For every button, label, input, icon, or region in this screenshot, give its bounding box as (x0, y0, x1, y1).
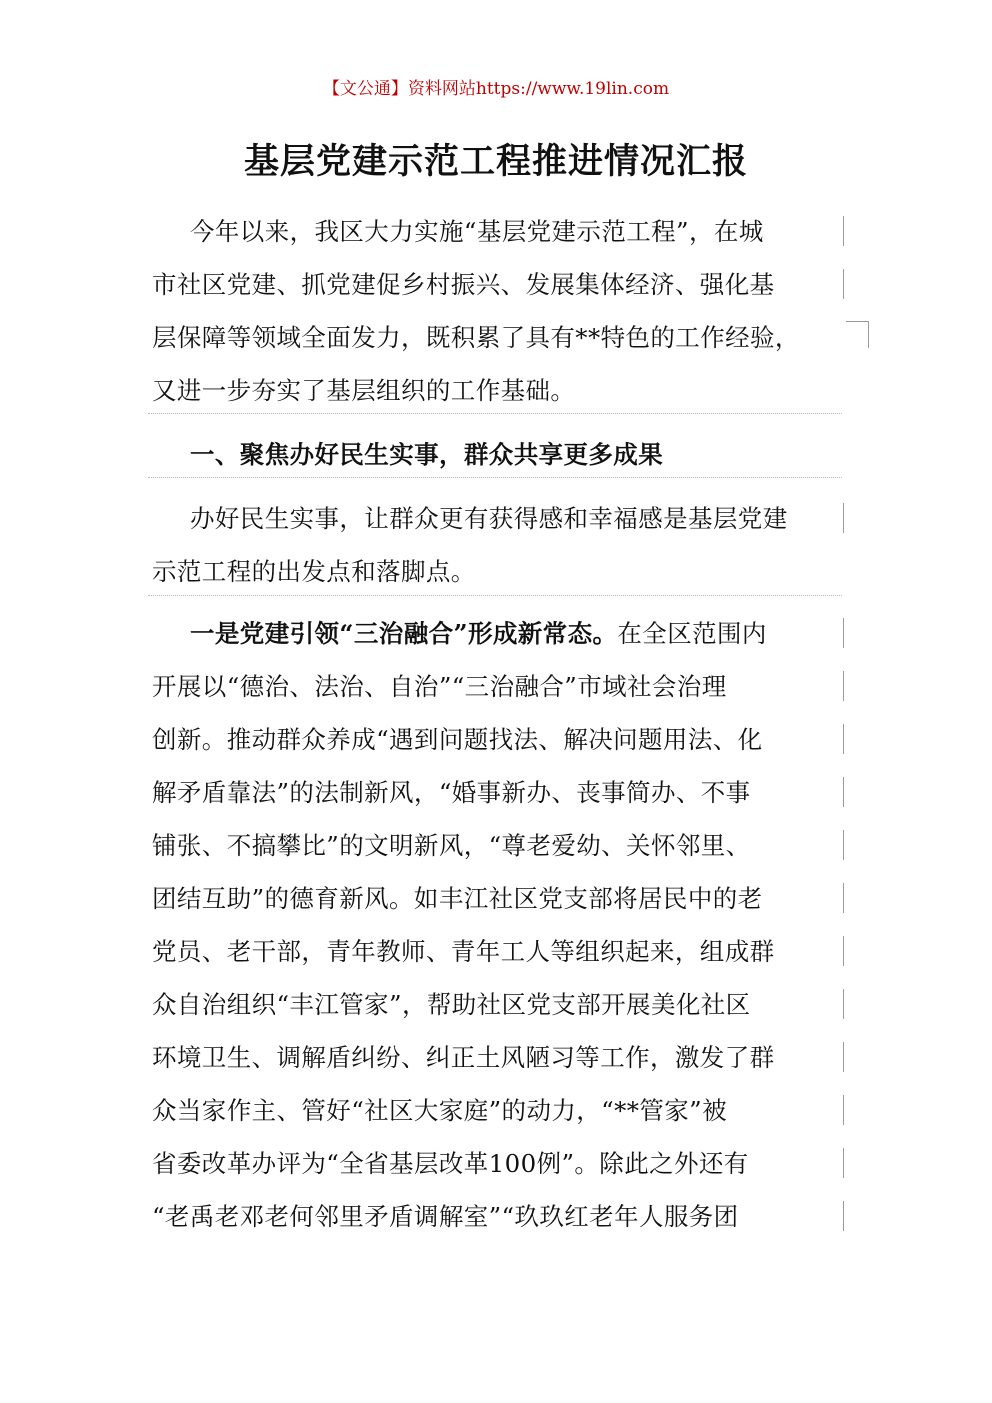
text-line: 铺张、不搞攀比”的文明新风，“尊老爱幼、关怀邻里、 (152, 819, 852, 872)
text-line (152, 607, 852, 660)
intro-paragraph (152, 205, 852, 417)
point-lead: 一是党建引领“三治融合”形成新常态。 (190, 619, 618, 648)
text-line: 今年以来，我区大力实施“基层党建示范工程”，在城 (152, 205, 852, 258)
point1-paragraph (152, 607, 852, 1243)
text-line: 层保障等领域全面发力，既积累了具有**特色的工作经验， (152, 323, 800, 352)
text-line: 省委改革办评为“全省基层改革100例”。除此之外还有 (152, 1137, 852, 1190)
site-banner: 【文公通】资料网站https://www.19lin.com (322, 79, 670, 99)
section1-paragraph (152, 492, 852, 598)
text-line: 党员、老干部，青年教师、青年工人等组织起来，组成群 (152, 925, 852, 978)
text-line: 办好民生实事，让群众更有获得感和幸福感是基层党建 (152, 492, 852, 545)
text-line: 市社区党建、抓党建促乡村振兴、发展集体经济、强化基 (152, 258, 852, 311)
text-line: 解矛盾靠法”的法制新风，“婚事新办、丧事简办、不事 (152, 766, 852, 819)
text-line: 团结互助”的德育新风。如丰江社区党支部将居民中的老 (152, 872, 852, 925)
text-line: 众当家作主、管好“社区大家庭”的动力，“**管家”被 (152, 1084, 852, 1137)
text-line: 创新。推动群众养成“遇到问题找法、解决问题用法、化 (152, 713, 852, 766)
text-line: “老禹老邓老何邻里矛盾调解室”“玖玖红老年人服务团 (152, 1190, 852, 1243)
paragraph-separator (148, 595, 842, 596)
text-line: 开展以“德治、法治、自治”“三治融合”市域社会治理 (152, 660, 852, 713)
text-line: 众自治组织“丰江管家”，帮助社区党支部开展美化社区 (152, 978, 852, 1031)
document-title: 基层党建示范工程推进情况汇报 (243, 141, 748, 182)
paragraph-separator (148, 413, 842, 414)
point-lead-rest: 在全区范围内 (617, 619, 767, 648)
text-line: 环境卫生、调解盾纠纷、纠正土风陋习等工作，激发了群 (152, 1031, 852, 1084)
section-heading: 一、聚焦办好民生实事，群众共享更多成果 (190, 440, 664, 469)
text-line: 又进一步夯实了基层组织的工作基础。 (152, 376, 576, 405)
text-line: 示范工程的出发点和落脚点。 (152, 557, 476, 586)
paragraph-separator (148, 477, 842, 478)
revision-mark (846, 321, 869, 348)
